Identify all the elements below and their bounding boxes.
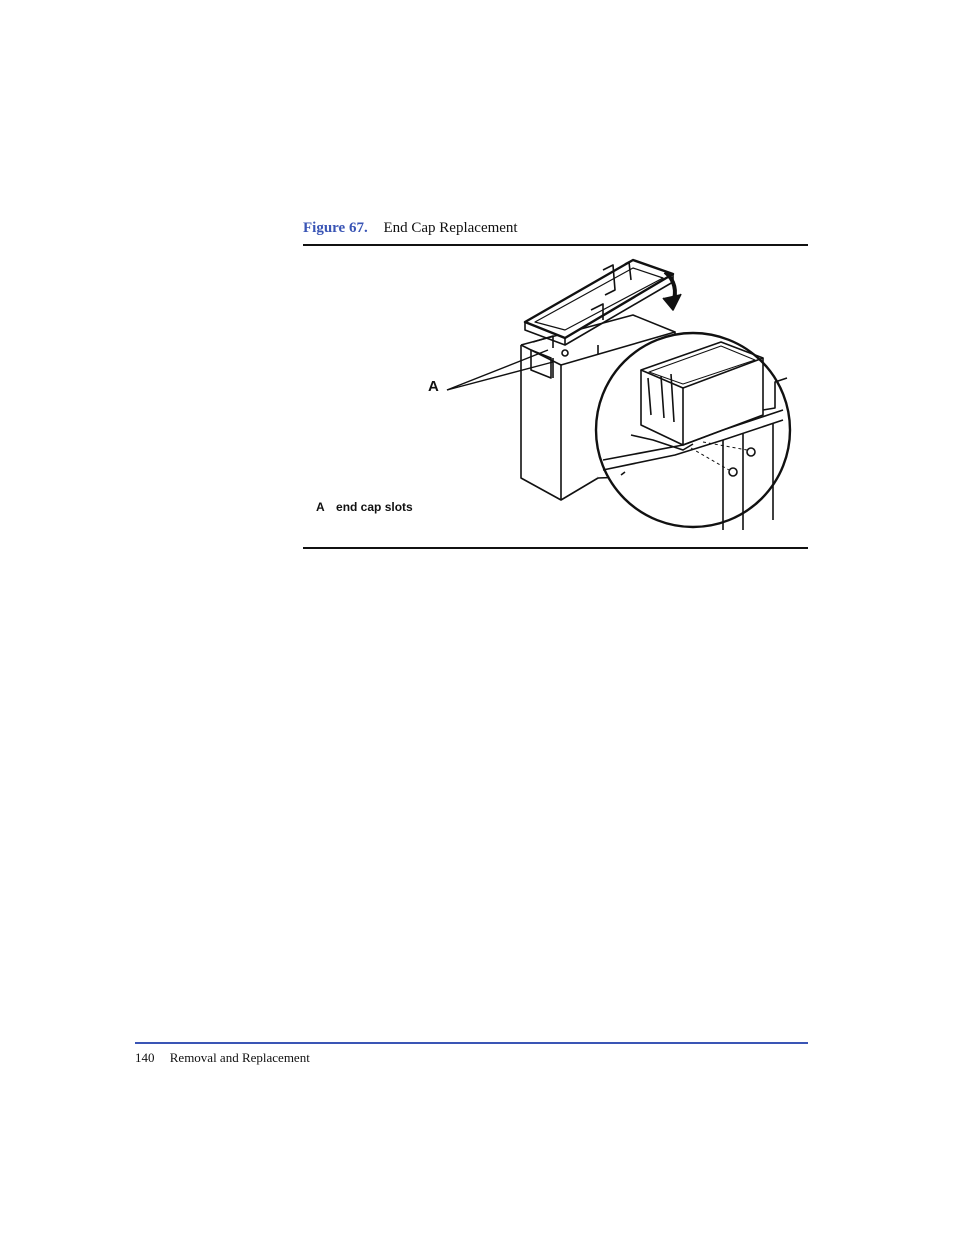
figure-legend: [316, 500, 413, 514]
figure-bottom-rule: [303, 547, 808, 549]
end-cap-illustration: [303, 250, 808, 542]
legend-text: end cap slots: [336, 500, 413, 514]
figure-title: End Cap Replacement: [383, 220, 518, 236]
figure-top-rule: [303, 244, 808, 246]
footer-rule: [135, 1042, 808, 1044]
detail-circle: [596, 333, 790, 530]
figure-number: Figure 67.: [303, 220, 368, 236]
end-cap-frame: [525, 260, 673, 345]
page-number: 140: [135, 1050, 155, 1065]
page-footer: [135, 1050, 310, 1066]
footer-section-title: Removal and Replacement: [169, 1050, 310, 1065]
legend-key: A: [316, 500, 325, 514]
figure-caption: [303, 220, 518, 237]
callout-label-a: A: [428, 378, 439, 395]
